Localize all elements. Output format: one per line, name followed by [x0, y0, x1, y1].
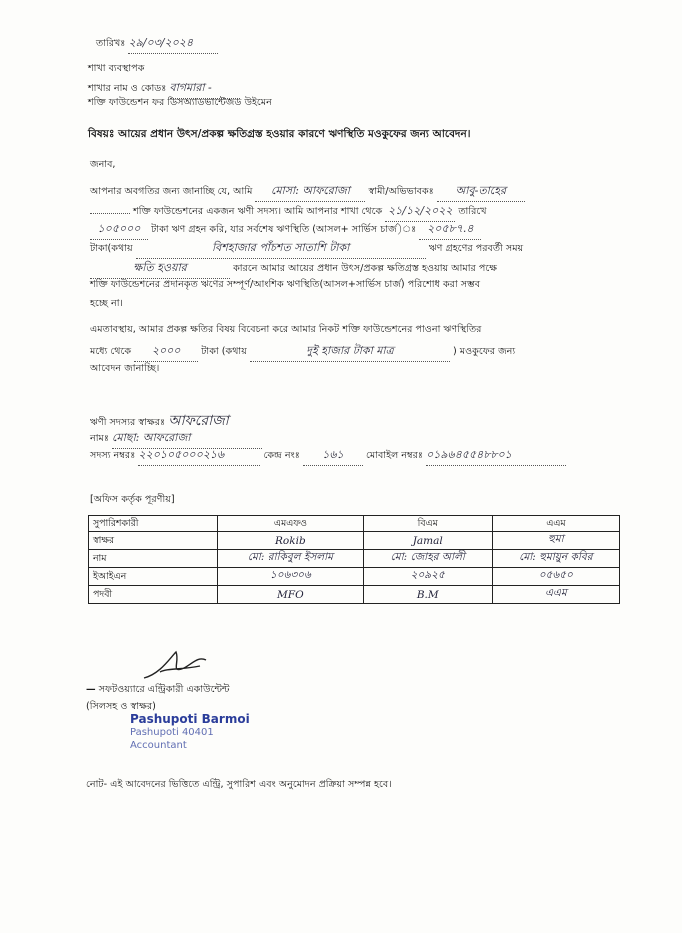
- p1-line2: [90, 202, 487, 222]
- p1-text-a: আপনার অবগতির জন্য জানাচ্ছি যে, আমি: [90, 186, 253, 197]
- member-name-field: মোসা: আফরোজা: [255, 182, 365, 202]
- row-label: স্বাক্ষর: [89, 532, 218, 550]
- accountant-title: — সফটওয়্যারে এন্ট্রিকারী একাউন্টেন্ট: [86, 684, 230, 695]
- mobile-value: ০১৯৬৪৫৫৪৮৮০১: [426, 446, 566, 466]
- table-cell: মো: হুমায়ুন কবির: [492, 550, 619, 568]
- table-cell: B.M: [363, 586, 492, 604]
- table-header: বিএম: [363, 516, 492, 532]
- table-row: [89, 550, 620, 568]
- p1-text-d: তারিখে: [458, 206, 487, 217]
- stamp-line2: Pashupoti 40401: [130, 727, 214, 738]
- mobile-label: মোবাইল নম্বরঃ: [365, 450, 424, 461]
- balance-words-field: বিশহাজার পাঁচশত সাতাশি টাকা: [136, 239, 426, 259]
- member-name-value: মোছা: আফরোজা: [112, 429, 262, 449]
- stamp-name: Pashupoti Barmoi: [130, 712, 250, 726]
- p2-line3: আবেদন জানাচ্ছি।: [90, 363, 160, 374]
- date-line: [96, 34, 218, 54]
- table-cell: Rokib: [218, 532, 364, 550]
- table-cell: ০৫৬৫০: [492, 568, 619, 586]
- p1-line6: শক্তি ফাউন্ডেশনের প্রদানকৃত ঋণের সম্পূর্ণ/আংশিক ঋণস্থিতি(আসল+সার্ভিস চার্জ) পরিশোধ করা সম্ভব: [90, 279, 481, 290]
- table-cell: এএম: [492, 586, 619, 604]
- table-cell: মো: জোহর আলী: [363, 550, 492, 568]
- member-numbers-line: [90, 446, 566, 466]
- p2-text-b: মধ্যে থেকে: [90, 346, 132, 357]
- accountant-stamp: [130, 713, 250, 752]
- p1-line4: [90, 239, 523, 259]
- footer-note: নোট- এই আবেদনের ভিত্তিতে এন্ট্রি, সুপারিশ এবং অনুমোদন প্রক্রিয়া সম্পন্ন হবে।: [86, 779, 392, 790]
- member-no-value: ২২০১০৫০০০২১৬: [138, 446, 260, 466]
- center-label: কেন্দ্র নংঃ: [263, 450, 300, 461]
- table-header-row: [89, 516, 620, 532]
- table-header: এমএফও: [218, 516, 364, 532]
- p1-line1: [90, 182, 525, 202]
- table-cell: হুমা: [492, 532, 619, 550]
- p1-line3: [90, 220, 481, 240]
- guardian-field: আবু-তাহের: [437, 182, 525, 202]
- row-label: নাম: [89, 550, 218, 568]
- salutation: জনাব,: [90, 159, 116, 170]
- member-signature: আফরোজা: [168, 413, 229, 429]
- approval-table: [88, 515, 620, 604]
- balance-field: ২০৫৮৭.৪: [419, 220, 481, 240]
- stamp-line3: Accountant: [130, 740, 187, 751]
- p1-text-e: টাকা ঋণ গ্রহন করি, যার সর্বশেষ ঋণস্থিতি (আসল+ সার্ভিস চার্জ)ঃ: [151, 224, 417, 235]
- table-row: [89, 586, 620, 604]
- p1-text-h: কারনে আমার আয়ের প্রধান উৎস/প্রকল্প ক্ষতিগ্রস্ত হওয়ায় আমার পক্ষে: [233, 263, 498, 274]
- loss-reason-field: ক্ষতি হওয়ার: [90, 259, 230, 279]
- table-cell: মো: রাকিবুল ইসলাম: [218, 550, 364, 568]
- table-cell: ১০৬৩০৬: [218, 568, 364, 586]
- member-no-label: সদস্য নম্বরঃ: [90, 450, 136, 461]
- table-cell: Jamal: [363, 532, 492, 550]
- p1-line5: [90, 259, 497, 279]
- waiver-words-field: দুই হাজার টাকা মাত্র: [250, 342, 450, 362]
- p2-text-d: ) মওকুফের জন্য: [452, 346, 516, 357]
- date-value: ২৯/০৩/২০২৪: [128, 34, 218, 54]
- loan-amount-field: ১০৫০০০: [90, 220, 148, 240]
- row-label: ইআইএন: [89, 568, 218, 586]
- p2-line1: এমতাবস্থায়, আমার প্রকল্প ক্ষতির বিষয় বিবেচনা করে আমার নিকট শক্তি ফাউন্ডেশনের পাওনা ঋণস্থিতির: [90, 324, 482, 335]
- center-value: ১৬১: [303, 446, 363, 466]
- p2-line2: [90, 342, 515, 362]
- p1-text-g: ঋণ গ্রহণের পরবর্তী সময়: [428, 243, 524, 254]
- addressee: শাখা ব্যবস্থাপক: [88, 63, 145, 74]
- table-row: [89, 532, 620, 550]
- p1-line7: হচ্ছে না।: [90, 298, 123, 309]
- p1-text-f: টাকা(কথায়: [90, 243, 133, 254]
- p2-text-c: টাকা (কথায়: [201, 346, 247, 357]
- table-header: সুপারিশকারী: [89, 516, 218, 532]
- date-label: তারিখঃ: [96, 38, 126, 49]
- row-label: পদবী: [89, 586, 218, 604]
- accountant-title-text: সফটওয়্যারে এন্ট্রিকারী একাউন্টেন্ট: [98, 684, 230, 695]
- p1-text-c: শক্তি ফাউন্ডেশনের একজন ঋণী সদস্য। আমি আপনার শাখা থেকে: [133, 206, 383, 217]
- member-name-label: নামঃ: [90, 433, 109, 444]
- accountant-sub: (সিলসহ ও স্বাক্ষর): [86, 701, 156, 712]
- p1-text-b: স্বামী/অভিভাবকঃ: [368, 186, 434, 197]
- accountant-signature: [140, 648, 210, 684]
- waiver-amount-field: ২০০০: [134, 342, 198, 362]
- table-header: এএম: [492, 516, 619, 532]
- table-cell: ২০৯২৫: [363, 568, 492, 586]
- office-use-label: [অফিস কর্তৃক পূরণীয়]: [90, 494, 175, 505]
- member-sign-label: ঋণী সদস্যর স্বাক্ষরঃ: [90, 417, 166, 428]
- loan-date-field: ২১/১২/২০২২: [385, 202, 455, 222]
- branch-label: শাখার নাম ও কোডঃ: [88, 83, 167, 94]
- table-cell: MFO: [218, 586, 364, 604]
- organization-name: শক্তি ফাউন্ডেশন ফর ডিসঅ্যাডভান্টেজড উইমেন: [88, 97, 272, 108]
- table-row: [89, 568, 620, 586]
- branch-value: বাগমারা -: [170, 79, 240, 99]
- subject-line: বিষয়ঃ আয়ের প্রধান উৎস/প্রকল্প ক্ষতিগ্রস্ত হওয়ার কারণে ঋণস্থিতি মওকুফের জন্য আবেদন।: [88, 128, 471, 140]
